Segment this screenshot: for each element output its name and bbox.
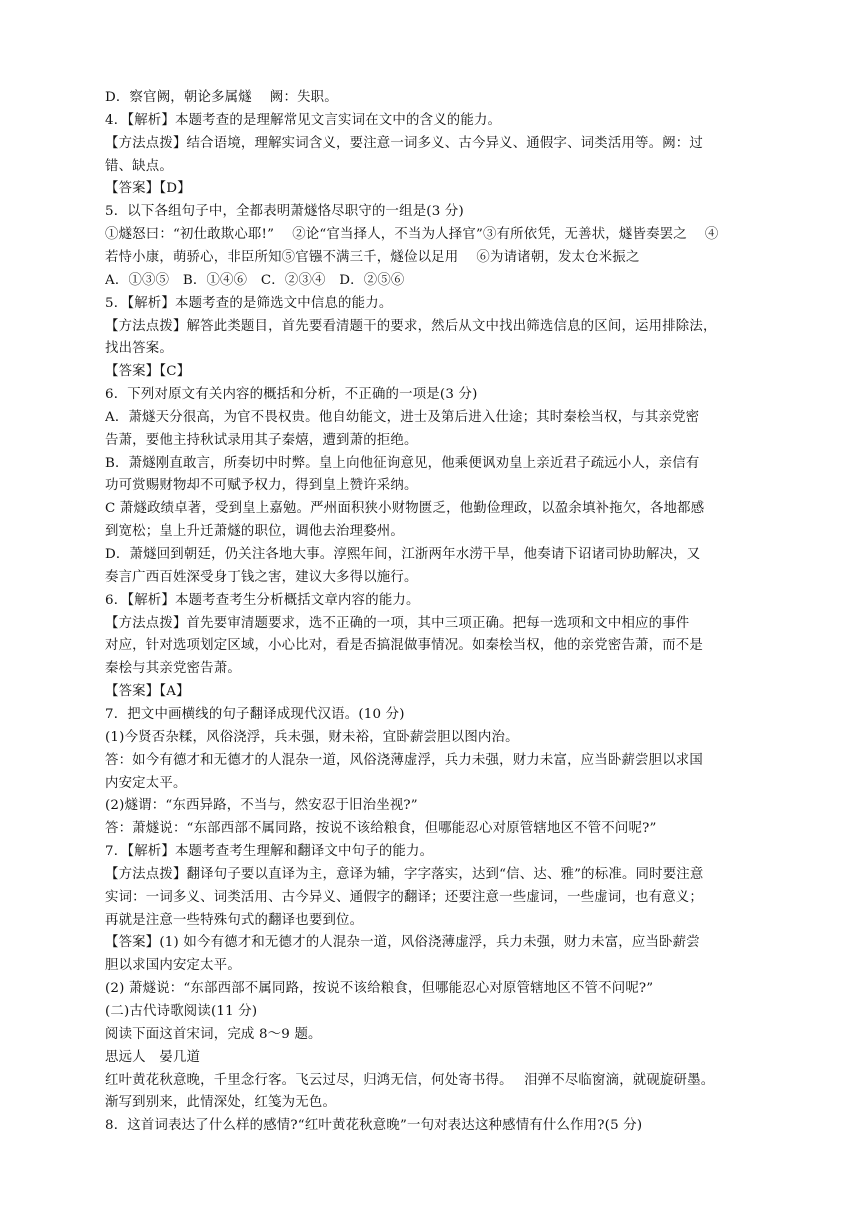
text-line: B．萧燧刚直敢言，所奏切中时弊。皇上向他征询意见，他乘便讽劝皇上亲近君子疏远小人，亲信有	[105, 455, 700, 471]
text-line: 【方法点拨】翻译句子要以直译为主，意译为辅，字字落实，达到“信、达、雅”的标准。同时要注意	[105, 866, 704, 882]
text-line: 8．这首词表达了什么样的感情?“红叶黄花秋意晚”一句对表达这种感情有什么作用?(5 分)	[105, 1118, 643, 1134]
text-line: 【答案】【C】	[105, 364, 191, 380]
text-line: 【答案】(1) 如今有德才和无德才的人混杂一道，风俗浇薄虚浮，兵力未强，财力未富，应当卧薪尝	[105, 935, 700, 951]
text-line: 【方法点拨】首先要审清题要求，选不正确的一项，其中三项正确。把每一选项和文中相应的事件	[105, 615, 690, 631]
text-line: (二)古代诗歌阅读(11 分)	[105, 1004, 258, 1019]
text-line: 再就是注意一些特殊句式的翻译也要到位。	[105, 912, 364, 928]
text-line: 6．下列对原文有关内容的概括和分析，不正确的一项是(3 分)	[105, 387, 478, 403]
text-line: A．①③⑤ B．①④⑥ C．②③④ D．②⑤⑥	[105, 272, 405, 288]
text-line: 渐写到别来，此情深处，红笺为无色。	[105, 1095, 337, 1111]
text-line: 内安定太平。	[105, 775, 187, 791]
text-line: 若恃小康，萌骄心，非臣所知⑤官镪不满三千，燧俭以足用 ⑥为请诸朝，发太仓米振之	[105, 249, 640, 265]
text-line: 找出答案。	[105, 341, 173, 357]
text-line: 对应，针对选项划定区域，小心比对，看是否搞混做事情况。如秦桧当权，他的亲党密告萧，而不是	[105, 638, 703, 654]
text-line: 6．【解析】本题考查考生分析概括文章内容的能力。	[105, 592, 420, 608]
text-line: 5．【解析】本题考查的是筛选文中信息的能力。	[105, 295, 393, 311]
text-line: 答：萧燧说：“东部西部不属同路，按说不该给粮食，但哪能忍心对原管辖地区不管不问呢?”	[105, 821, 657, 837]
text-line: ①燧怒曰：“初仕敢欺心耶!” ②论“官当择人，不当为人择官”③有所依凭，无善状，燧皆奏罢之 ④	[105, 227, 719, 243]
text-line: 【方法点拨】结合语境，理解实词含义，要注意一词多义、古今异义、通假字、词类活用等。阙：过	[105, 135, 703, 151]
text-line: (2)燧谓：“东西异路，不当与，然安忍于旧治坐视?”	[105, 798, 418, 814]
text-line: 告萧，要他主持秋试录用其子秦熺，遭到萧的拒绝。	[105, 432, 418, 448]
text-line: 功可赏赐财物却不可赋予权力，得到皇上赞许采纳。	[105, 478, 418, 494]
text-line: C 萧燧政绩卓著，受到皇上嘉勉。严州面积狭小财物匮乏，他勤俭理政，以盈余填补拖欠，各地都感	[105, 501, 705, 517]
text-line: 【答案】【A】	[105, 684, 190, 700]
text-line: 到宽松；皇上升迁萧燧的职位，调他去治理婺州。	[105, 524, 404, 540]
text-line: 思远人 晏几道	[105, 1049, 201, 1065]
text-line: 阅读下面这首宋词，完成 8～9 题。	[105, 1026, 322, 1042]
text-line: 秦桧与其亲党密告萧。	[105, 661, 241, 677]
text-line: D．萧燧回到朝廷，仍关注各地大事。淳熙年间，江浙两年水涝干旱，他奏请下诏诸司协助解决，又	[105, 547, 701, 562]
text-line: 奏言广西百姓深受身丁钱之害，建议大多得以施行。	[105, 569, 418, 585]
text-line: 红叶黄花秋意晚，千里念行客。飞云过尽，归鸿无信，何处寄书得。 泪弹不尽临窗滴，就砚旋研墨。	[105, 1072, 715, 1088]
text-line: 7．【解析】本题考查考生理解和翻译文中句子的能力。	[105, 844, 434, 860]
text-line: 错、缺点。	[105, 158, 173, 174]
text-line: 答：如今有德才和无德才的人混杂一道，风俗浇薄虚浮，兵力未强，财力未富，应当卧薪尝胆以求国	[105, 752, 703, 768]
text-line: 5．以下各组句子中，全都表明萧燧恪尽职守的一组是(3 分)	[105, 204, 464, 220]
text-line: (2) 萧燧说：“东部西部不属同路，按说不该给粮食，但哪能忍心对原管辖地区不管不问呢?”	[105, 981, 654, 997]
text-line: 【答案】【D】	[105, 181, 191, 197]
text-line: D．察官阙，朝论多属燧 阙：失职。	[105, 90, 338, 105]
text-line: 实词：一词多义、词类活用、古今异义、通假字的翻译；还要注意一些虚词，一些虚词，也有意义；	[105, 889, 703, 905]
text-line: 7．把文中画横线的句子翻译成现代汉语。(10 分)	[105, 706, 405, 722]
text-line: 4．【解析】本题考查的是理解常见文言实词在文中的含义的能力。	[105, 112, 502, 128]
text-line: (1)今贤否杂糅，风俗浇浮，兵未强，财未裕，宜卧薪尝胆以图内治。	[105, 729, 519, 745]
text-line: 胆以求国内安定太平。	[105, 958, 241, 974]
text-line: A．萧燧天分很高，为官不畏权贵。他自幼能文，进士及第后进入仕途；其时秦桧当权，与其亲党密	[105, 409, 700, 425]
text-line: 【方法点拨】解答此类题目，首先要看清题干的要求，然后从文中找出筛选信息的区间，运用排除法，	[105, 318, 717, 334]
